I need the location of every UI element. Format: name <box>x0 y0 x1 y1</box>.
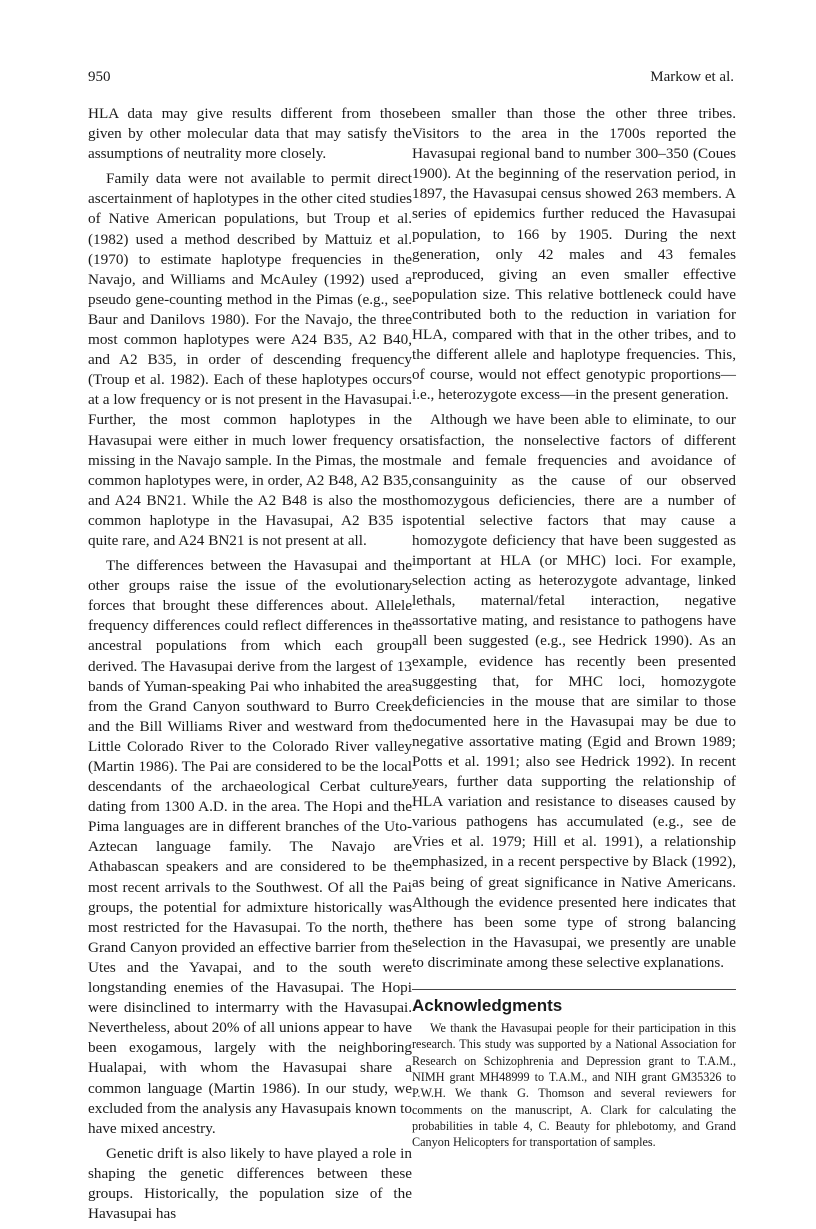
paragraph: Genetic drift is also likely to have played a role in shaping the genetic differences between these groups. Historically, the population size of the Havasupai has <box>88 1144 412 1223</box>
page-header <box>88 69 734 91</box>
left-column <box>88 104 412 1229</box>
paragraph: HLA data may give results different from those given by other molecular data that may satisfy the assumptions of neutrality more closely. <box>88 105 412 163</box>
page-number: 950 <box>88 69 111 85</box>
acknowledgments-heading: Acknowledgments <box>412 989 736 1016</box>
paragraph: Family data were not available to permit direct ascertainment of haplotypes in the other cited studies of Native American populations, but Troup et al. (1982) used a method described by Mattuiz et al. (1970) to estimate haplotype frequencies in the Navajo, and Williams and McAuley (1992) used a pseudo gene-counting method in the Pimas (e.g., see Baur and Danilovs 1980). For the Navajo, the three most common haplotypes were A24 B35, A2 B40, and A2 B35, in order of descending frequency (Troup et al. 1982). Each of these haplotypes occurs at a low frequency or is not present in the Havasupai. Further, the most common haplotypes in the Havasupai were either in much lower frequency or missing in the Navajo sample. In the Pimas, the most common haplotypes were, in order, A2 B48, A2 B35, and A24 BN21. While the A2 B48 is also the most common haplotype in the Havasupai, A2 B35 is quite rare, and A24 BN21 is not present at all. <box>88 170 412 549</box>
right-column <box>412 104 736 1156</box>
running-head: Markow et al. <box>650 69 734 85</box>
paragraph: Although we have been able to eliminate, to our satisfaction, the nonselective factors of different male and female frequencies and avoidance of consanguinity as the cause of our observed homozygous deficiencies, there are a number of potential selective factors that may cause a homozygote deficiency that have been suggested as important at HLA (or MHC) loci. For example, selection acting as heterozygote advantage, linked lethals, maternal/fetal interaction, negative assortative mating, and resistance to pathogens have all been suggested (e.g., see Hedrick 1990). As an example, evidence has recently been presented suggesting that, for MHC loci, homozygote deficiencies in the mouse that are similar to those documented here in the Havasupai may be due to negative assortative mating (Egid and Brown 1989; Potts et al. 1991; also see Hedrick 1992). In recent years, further data supporting the relationship of HLA variation and resistance to diseases caused by various pathogens has accumulated (e.g., see de Vries et al. 1979; Hill et al. 1991), a relationship emphasized, in a recent perspective by Black (1992), as being of great significance in Native Americans. Although the evidence presented here indicates that there has been some type of strong balancing selection in the Havasupai, we presently are unable to discriminate among these selective explanations. <box>412 411 736 971</box>
paragraph: The differences between the Havasupai and the other groups raise the issue of the evolutionary forces that brought these differences about. Allele frequency differences could reflect differences in the ancestral populations from which each group derived. The Havasupai derive from the largest of 13 bands of Yuman-speaking Pai who inhabited the area from the Grand Canyon southward to Burro Creek and the Bill Williams River and westward from the Little Colorado River to the Colorado River valley (Martin 1986). The Pai are considered to be the local descendants of the archaeological Cerbat culture dating from 1300 A.D. in the area. The Hopi and the Pima languages are in different branches of the Uto-Aztecan language family. The Navajo are Athabascan speakers and are considered to be the most recent arrivals to the Southwest. Of all the Pai groups, the potential for admixture historically was most restricted for the Havasupai. To the north, the Grand Canyon provided an effective barrier from the Utes and the Yavapai, and to the south were longstanding enemies of the Havasupai. The Hopi were disinclined to intermarry with the Havasupai. Nevertheless, about 20% of all unions appear to have been exogamous, largely with the neighboring Hualapai, with whom the Havasupai share a common language (Martin 1986). In our study, we excluded from the analysis any Havasupais known to have mixed ancestry. <box>88 557 412 1137</box>
paragraph: been smaller than those the other three tribes. Visitors to the area in the 1700s reported the Havasupai regional band to number 300–350 (Coues 1900). At the beginning of the reservation period, in 1897, the Havasupai census showed 263 members. A series of epidemics further reduced the Havasupai population, to 166 by 1905. During the next generation, only 42 males and 43 females reproduced, giving an even smaller effective population size. This relative bottleneck could have contributed both to the reduction in variation for HLA, compared with that in the other tribes, and to the different allele and haplotype frequencies. This, of course, would not effect genotypic proportions—i.e., heterozygote excess—in the present generation. <box>412 105 736 404</box>
acknowledgments-text: We thank the Havasupai people for their participation in this research. This study was supported by a National Association for Research on Schizophrenia and Depression grant to T.A.M., NIMH grant MH48999 to T.A.M., and NIH grant GM35326 to P.W.H. We thank G. Thomson and several reviewers for comments on the manuscript, A. Clark for calculating the probabilities in table 4, C. Beauty for phlebotomy, and Grand Canyon Helicopters for transportation of samples. <box>412 1021 736 1150</box>
